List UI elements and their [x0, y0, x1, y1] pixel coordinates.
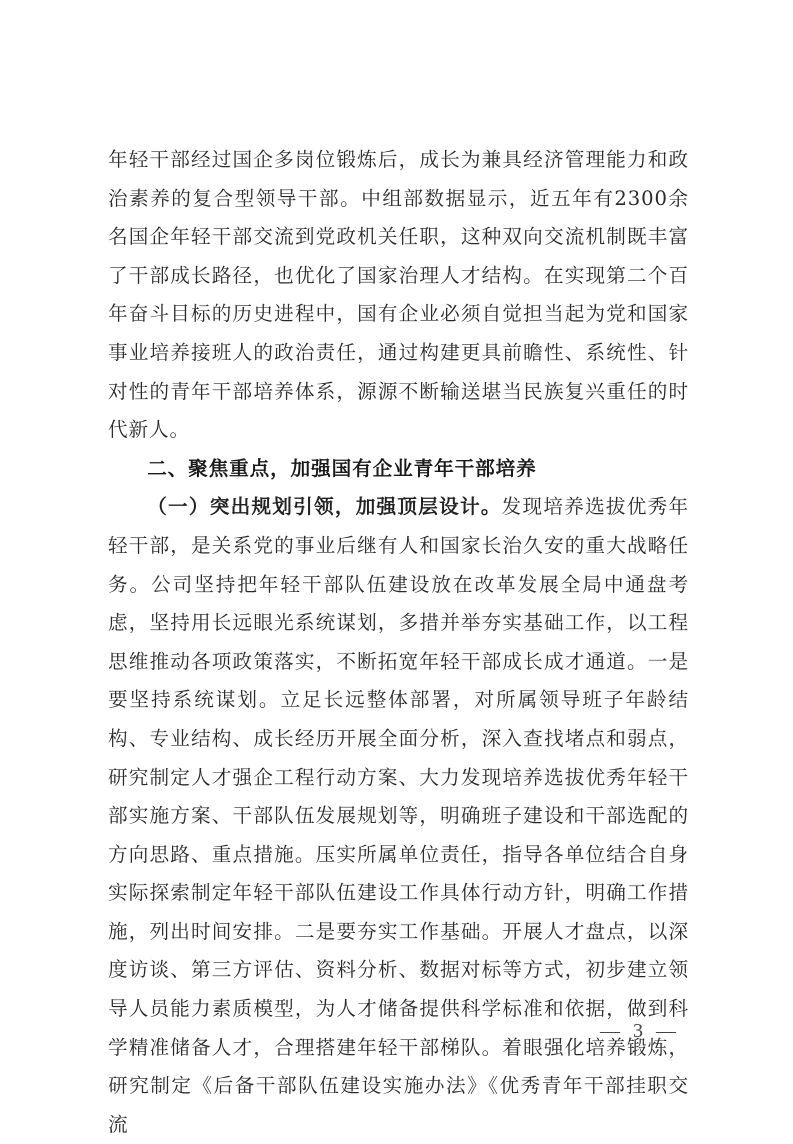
page-number: — 3 —	[600, 1020, 680, 1042]
paragraph-continuation: 年轻干部经过国企多岗位锻炼后，成长为兼具经济管理能力和政治素养的复合型领导干部。中组部数据显示，近五年有2300余名国企年轻干部交流到党政机关任职，这种双向交流机制既丰富了干部成长路径，也优化了国家治理人才结构。在实现第二个百年奋斗目标的历史进程中，国有企业必须自觉担当起为党和国家事业培养接班人的政治责任，通过构建更具前瞻性、系统性、针对性的青年干部培养体系，源源不断输送堪当民族复兴重任的时代新人。	[108, 148, 689, 442]
section-heading: 二、聚焦重点，加强国有企业青年干部培养	[147, 456, 537, 480]
body-text	[108, 141, 689, 1144]
subsection-body: 发现培养选拔优秀年轻干部，是关系党的事业后继有人和国家长治久安的重大战略任务。公司坚持把年轻干部队伍建设放在改革发展全局中通盘考虑，坚持用长远眼光系统谋划，多措并举夯实基础工作，以工程思维推动各项政策落实，不断拓宽年轻干部成长成才通道。一是要坚持系统谋划。立足长远整体部署，对所属领导班子年龄结构、专业结构、成长经历开展全面分析，深入查找堵点和弱点，研究制定人才强企工程行动方案、大力发现培养选拔优秀年轻干部实施方案、干部队伍发展规划等，明确班子建设和干部选配的方向思路、重点措施。压实所属单位责任，指导各单位结合自身实际探索制定年轻干部队伍建设工作具体行动方针，明确工作措施，列出时间安排。二是要夯实工作基础。开展人才盘点，以深度访谈、第三方评估、资料分析、数据对标等方式，初步建立领导人员能力素质模型，为人才储备提供科学标准和依据，做到科学精准储备人才，合理搭建年轻干部梯队。着眼强化培养锻炼，研究制定《后备干部队伍建设实施办法》《优秀青年干部挂职交流	[108, 495, 689, 1136]
paragraph-subsection	[108, 488, 689, 1144]
subsection-title: （一）突出规划引领，加强顶层设计。	[147, 495, 502, 519]
